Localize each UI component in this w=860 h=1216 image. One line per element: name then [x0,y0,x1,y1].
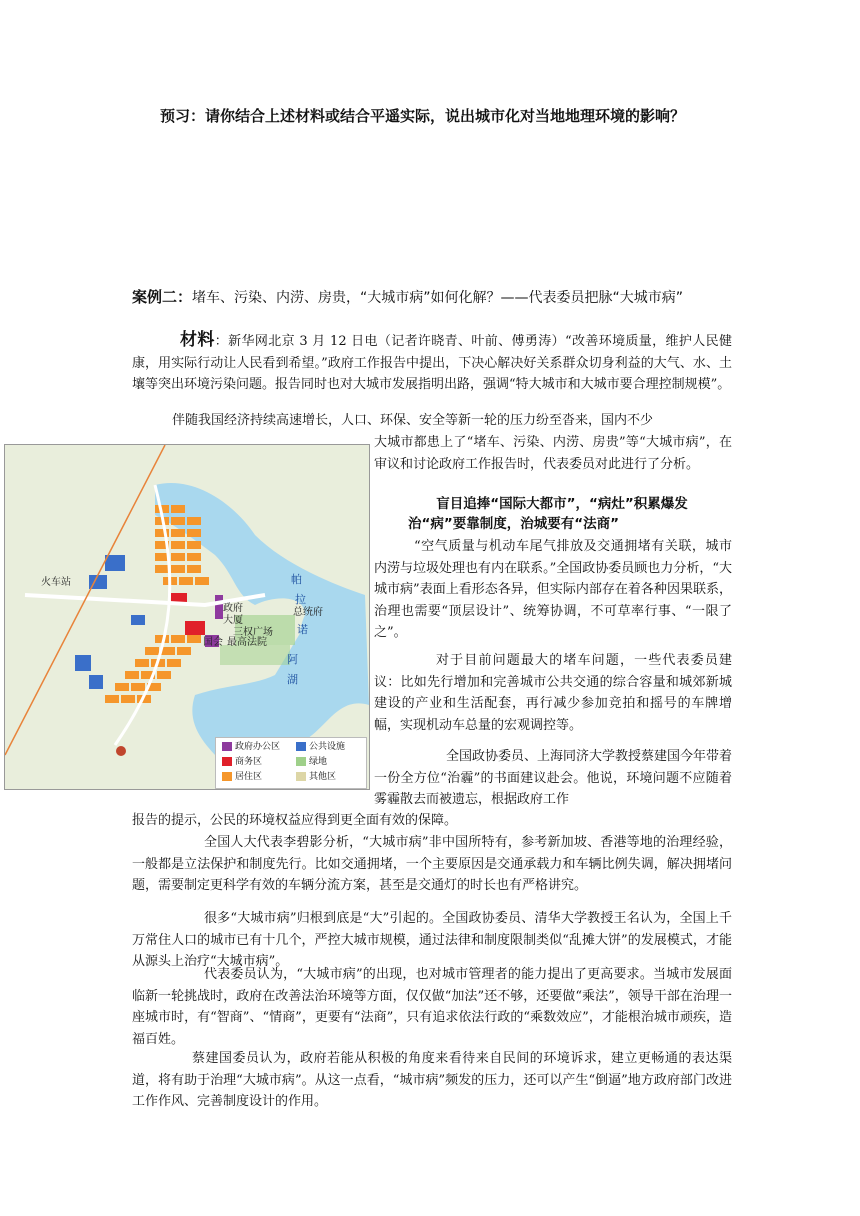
subheading-blind-pursuit: 盲目追捧“国际大都市”，“病灶”积累爆发 [436,496,688,512]
label-government-1: 政府 [223,603,243,614]
legend-label: 居住区 [235,772,263,782]
lake-label-1: 帕 [291,573,302,586]
government-office-block [215,595,223,619]
label-court: 最高法院 [227,637,267,648]
legend-swatch [222,772,232,781]
label-presidential-palace: 总统府 [293,607,323,618]
legend-swatch [296,772,306,781]
paragraph-traffic: 对于目前问题最大的堵车问题，一些代表委员建议：比如先行增加和完善城市公共交通的综合容量和城郊新城建设的产业和生活配套，再行减少参加竞拍和摇号的车牌增幅，实现机动车总量的宏观调控等。 [374,653,732,733]
legend-label: 公共设施 [309,742,346,752]
paragraph-cai-suggestion: 蔡建国委员认为，政府若能从积极的角度来看待来自民间的环境诉求，建立更畅通的表达渠道，将有助于治理“大城市病”。从这一点看，“城市病”频发的压力，还可以产生“倒逼”地方政府部门改进工作作风、完善制度设计的作用。 [132,1051,732,1109]
paragraph-wang-ming: 很多“大城市病”归根到底是“大”引起的。全国政协委员、清华大学教授王名认为，全国上千万常住人口的城市已有十几个，严控大城市规模，通过法律和制度限制类似“乱摊大饼”的发展模式，才能从源头上治疗“大城市病”。 [132,911,732,969]
label-congress: 国会 [203,637,223,648]
case-title: 堵车、污染、内涝、房贵，“大城市病”如何化解？——代表委员把脉“大城市病” [192,290,684,306]
paragraph-cai-jianguo-rest: 报告的提示，公民的环境权益应得到更全面有效的保障。 [132,813,458,828]
label-government-2: 大厦 [223,615,243,626]
material-text: ：新华网北京 3 月 12 日电（记者许晓青、叶前、傅勇涛）“改善环境质量，维护人民健康，用实际行动让人民看到希望。”政府工作报告中提出，下决心解决好关系群众切身利益的大气、水、土壤等突出环境污染问题。报告同时也对大城市发展指明出路，强调“特大城市和大城市要合理控制规模”。 [132,334,732,392]
map-legend [215,737,367,789]
material-label: 材料 [180,330,215,350]
legend-label: 商务区 [235,757,263,767]
label-square: 三权广场 [233,627,273,638]
legend-swatch [222,742,232,751]
legend-item-green [296,755,327,769]
commercial-block [185,621,205,635]
paragraph-gu-yeli: “空气质量与机动车尾气排放及交通拥堵有关联，城市内涝与垃圾处理也有内在联系。”全国政协委员顾也力分析，“大城市病”表面上看形态各异，但实际内部存在着各种因果联系，治理也需要“顶层设计”、统筹协调，不可草率行事、“一限了之”。 [374,539,732,640]
legend-label: 政府办公区 [235,742,281,752]
pressure-paragraph-first-line: 伴随我国经济持续高速增长，人口、环保、安全等新一轮的压力纷至沓来，国内不少 [172,413,654,428]
preview-question: 预习：请你结合上述材料或结合平遥实际，说出城市化对当地地理环境的影响？ [160,107,686,125]
lake-label-5: 湖 [287,673,298,686]
legend-item-commercial [222,755,262,769]
paragraph-ability: 代表委员认为，“大城市病”的出现，也对城市管理者的能力提出了更高要求。当城市发展面临新一轮挑战时，政府在改善法治环境等方面，仅仅做“加法”还不够，还要做“乘法”，领导干部在治理一座城市时，有“智商”、“情商”，更要有“法商”，只有追求依法行政的“乘数效应”，才能根治城市顽疾，造福百姓。 [132,967,732,1047]
lake-label-3: 诺 [297,623,308,636]
case-label: 案例二： [132,288,193,306]
material-paragraph [132,330,732,396]
green-area [220,645,290,665]
legend-item-other [296,770,336,784]
airport-icon [116,746,126,756]
label-train-station: 火车站 [41,577,71,588]
subheading-rule-of-law: 治“病”要靠制度，治城要有“法商” [408,516,619,532]
legend-label: 绿地 [309,757,328,767]
paragraph-cai-jianguo: 全国政协委员、上海同济大学教授蔡建国今年带着一份全方位“治霾”的书面建议赴会。他说，环境问题不应随着雾霾散去而被遗忘，根据政府工作 [374,749,733,807]
legend-item-public [296,740,345,754]
legend-swatch [222,757,232,766]
legend-swatch [296,757,306,766]
legend-label: 其他区 [309,772,337,782]
lake-label-2: 拉 [295,593,306,606]
legend-swatch [296,742,306,751]
paragraph-li-biying: 全国人大代表李碧影分析，“大城市病”非中国所特有，参考新加坡、香港等地的治理经验，一般都是立法保护和制度先行。比如交通拥堵，一个主要原因是交通承载力和车辆比例失调，解决拥堵问题，需要制定更科学有效的车辆分流方案，甚至是交通灯的时长也有严格讲究。 [132,835,732,893]
pressure-paragraph-rest: 大城市都患上了“堵车、污染、内涝、房贵”等“大城市病”，在审议和讨论政府工作报告时，代表委员对此进行了分析。 [374,435,732,472]
lake-label-4: 阿 [287,653,298,666]
city-map-figure [4,444,370,790]
legend-item-government [222,740,280,754]
legend-item-residential [222,770,262,784]
case-heading [132,286,732,309]
